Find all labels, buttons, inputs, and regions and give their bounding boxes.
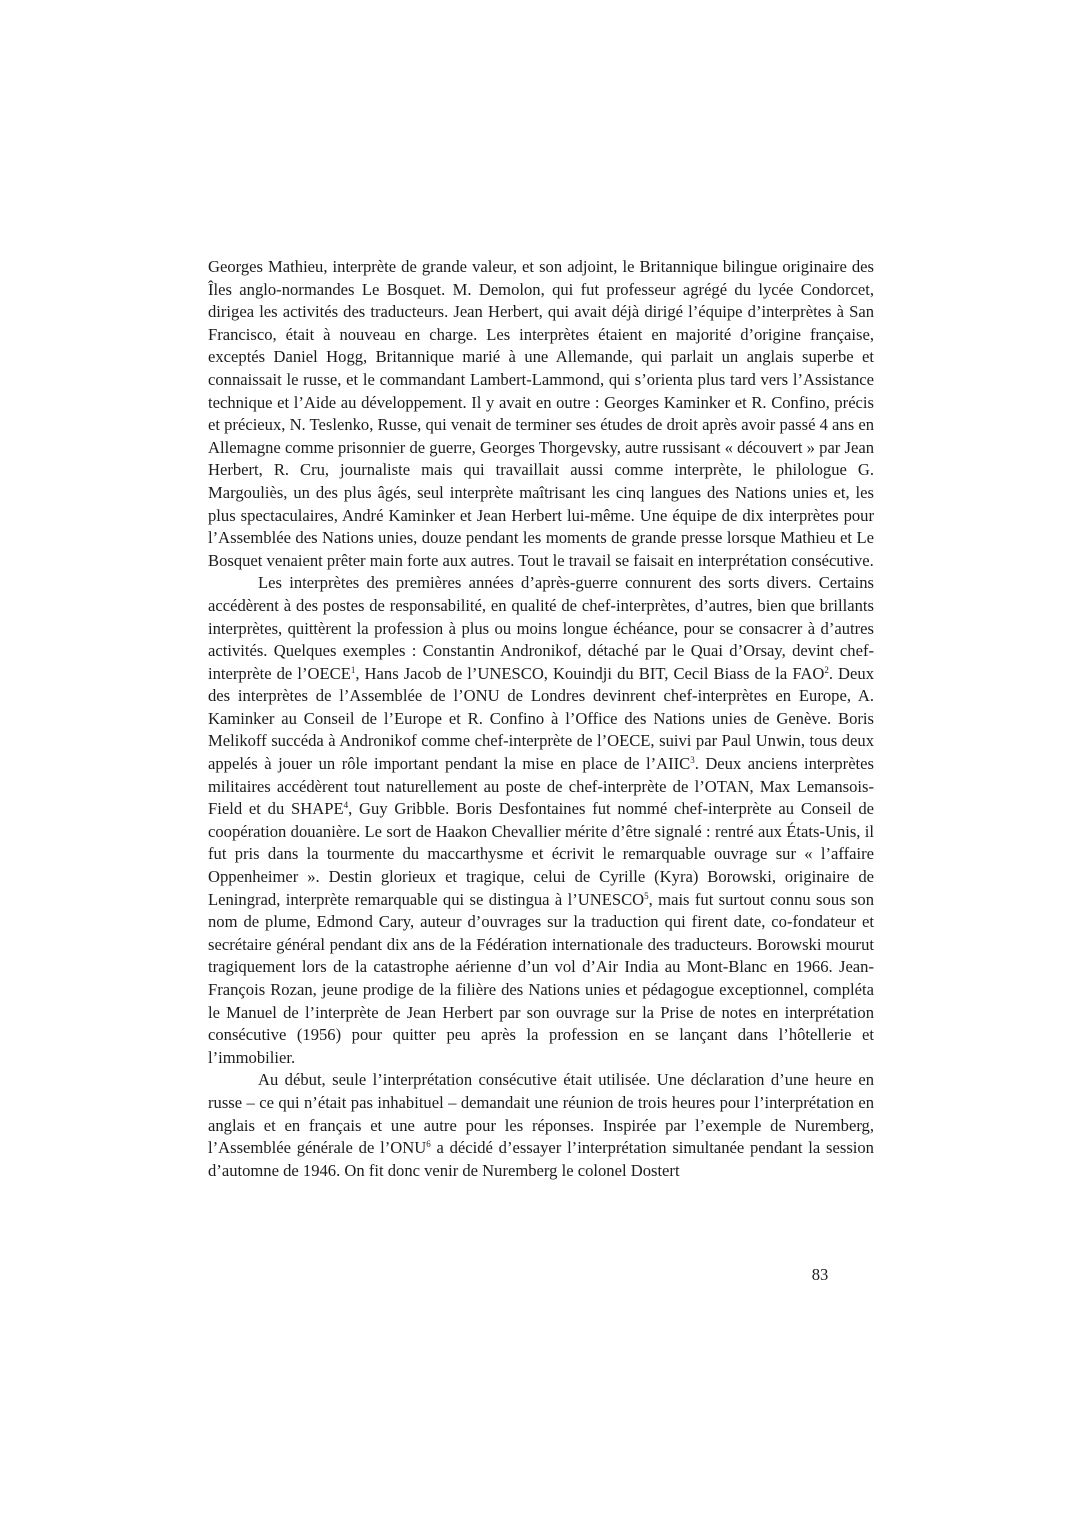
paragraph (208, 1069, 874, 1182)
footnote-marker: 3 (690, 755, 695, 766)
paragraph (208, 572, 874, 1069)
footnote-marker: 2 (824, 664, 829, 675)
text-segment: , Hans Jacob de l’UNESCO, Kouindji du BIT, Cecil Biass de la FAO (355, 663, 825, 683)
footnote-marker: 5 (644, 890, 649, 901)
text-segment: . Deux des interprètes de l’Assemblée de l’ONU de Londres devinrent chef-interprètes en Europe, A. Kaminker au Conseil de l’Europe et R. Confino à l’Office des Nations unies de Genève. Boris Melikoff succéda à Andronikof comme chef-interprète de l’OECE, suivi par Paul Unwin, tous deux appelés à jouer un rôle important pendant la mise en place de l’AIIC (208, 663, 874, 774)
text-segment: Au début, seule l’interprétation consécutive était utilisée. Une déclaration d’une heure en russe – ce qui n’était pas inhabituel – demandait une réunion de trois heures pour l’interprétation en anglais et en français et une autre pour les réponses. Inspirée par l’exemple de Nuremberg, l’Assemblée générale de l’ONU (208, 1070, 874, 1158)
footnote-marker: 4 (343, 800, 349, 811)
text-segment: . Deux anciens interprètes militaires accédèrent tout naturellement au poste de chef-interprète de l’OTAN, Max Lemansois-Field et du SHAPE (208, 754, 874, 819)
text-segment: a décidé d’essayer l’interprétation simultanée pendant la session d’automne de 1946. On fit donc venir de Nuremberg le colonel Dostert (208, 1138, 874, 1180)
footnote-marker: 6 (426, 1139, 431, 1150)
text-segment: Les interprètes des premières années d’après-guerre connurent des sorts divers. Certains accédèrent à des postes de responsabilité, en qualité de chef-interprètes, d’autres, bien que brillants interprètes, quittèrent la profession à plus ou moins longue échéance, pour se consacrer à d’autres activités. Quelques exemples : Constantin Andronikof, détaché par le Quai d’Orsay, devint chef-interprète de l’OECE (208, 573, 874, 683)
body-text (208, 256, 874, 1182)
page-number: 83 (811, 1265, 829, 1284)
text-segment: Georges Mathieu, interprète de grande valeur, et son adjoint, le Britannique bilingue originaire des Îles anglo-normandes Le Bosquet. M. Demolon, qui fut professeur agrégé du lycée Condorcet, dirigea les activités des traducteurs. Jean Herbert, qui avait déjà dirigé l’équipe d’interprètes à San Francisco, était à nouveau en charge. Les interprètes étaient en majorité d’origine française, exceptés Daniel Hogg, Britannique marié à une Allemande, qui parlait un anglais superbe et connaissait le russe, et le commandant Lambert-Lammond, qui s’orienta plus tard vers l’Assistance technique et l’Aide au développement. Il y avait en outre : Georges Kaminker et R. Confino, précis et précieux, N. Teslenko, Russe, qui venait de terminer ses études de droit après avoir passé 4 ans en Allemagne comme prisonnier de guerre, Georges Thorgevsky, autre russisant « découvert » par Jean Herbert, R. Cru, journaliste mais qui travaillait aussi comme interprète, le philologue G. Margouliès, un des plus âgés, seul interprète maîtrisant les cinq langues des Nations unies et, les plus spectaculaires, André Kaminker et Jean Herbert lui-même. Une équipe de dix interprètes pour l’Assemblée des Nations unies, douze pendant les moments de grande presse lorsque Mathieu et Le Bosquet venaient prêter main forte aux autres. Tout le travail se faisait en interprétation consécutive. (208, 257, 874, 570)
text-segment: , Guy Gribble. Boris Desfontaines fut nommé chef-interprète au Conseil de coopération douanière. Le sort de Haakon Chevallier mérite d’être signalé : rentré aux États-Unis, il fut pris dans la tourmente du maccarthysme et écrivit le remarquable ouvrage sur « l’affaire Oppenheimer ». Destin glorieux et tragique, celui de Cyrille (Kyra) Borowski, originaire de Leningrad, interprète remarquable qui se distingua à l’UNESCO (208, 799, 875, 909)
paragraph (208, 256, 874, 572)
footnote-marker: 1 (350, 664, 356, 675)
text-segment: , mais fut surtout connu sous son nom de plume, Edmond Cary, auteur d’ouvrages sur la traduction qui firent date, co-fondateur et secrétaire général pendant dix ans de la Fédération internationale des traducteurs. Borowski mourut tragiquement lors de la catastrophe aérienne d’un vol d’Air India au Mont-Blanc en 1966. Jean-François Rozan, jeune prodige de la filière des Nations unies et pédagogue exceptionnel, compléta le Manuel de l’interprète de Jean Herbert par son ouvrage sur la Prise de notes en interprétation consécutive (1956) pour quitter peu après la profession en se lançant dans l’hôtellerie et l’immobilier. (208, 889, 874, 1067)
